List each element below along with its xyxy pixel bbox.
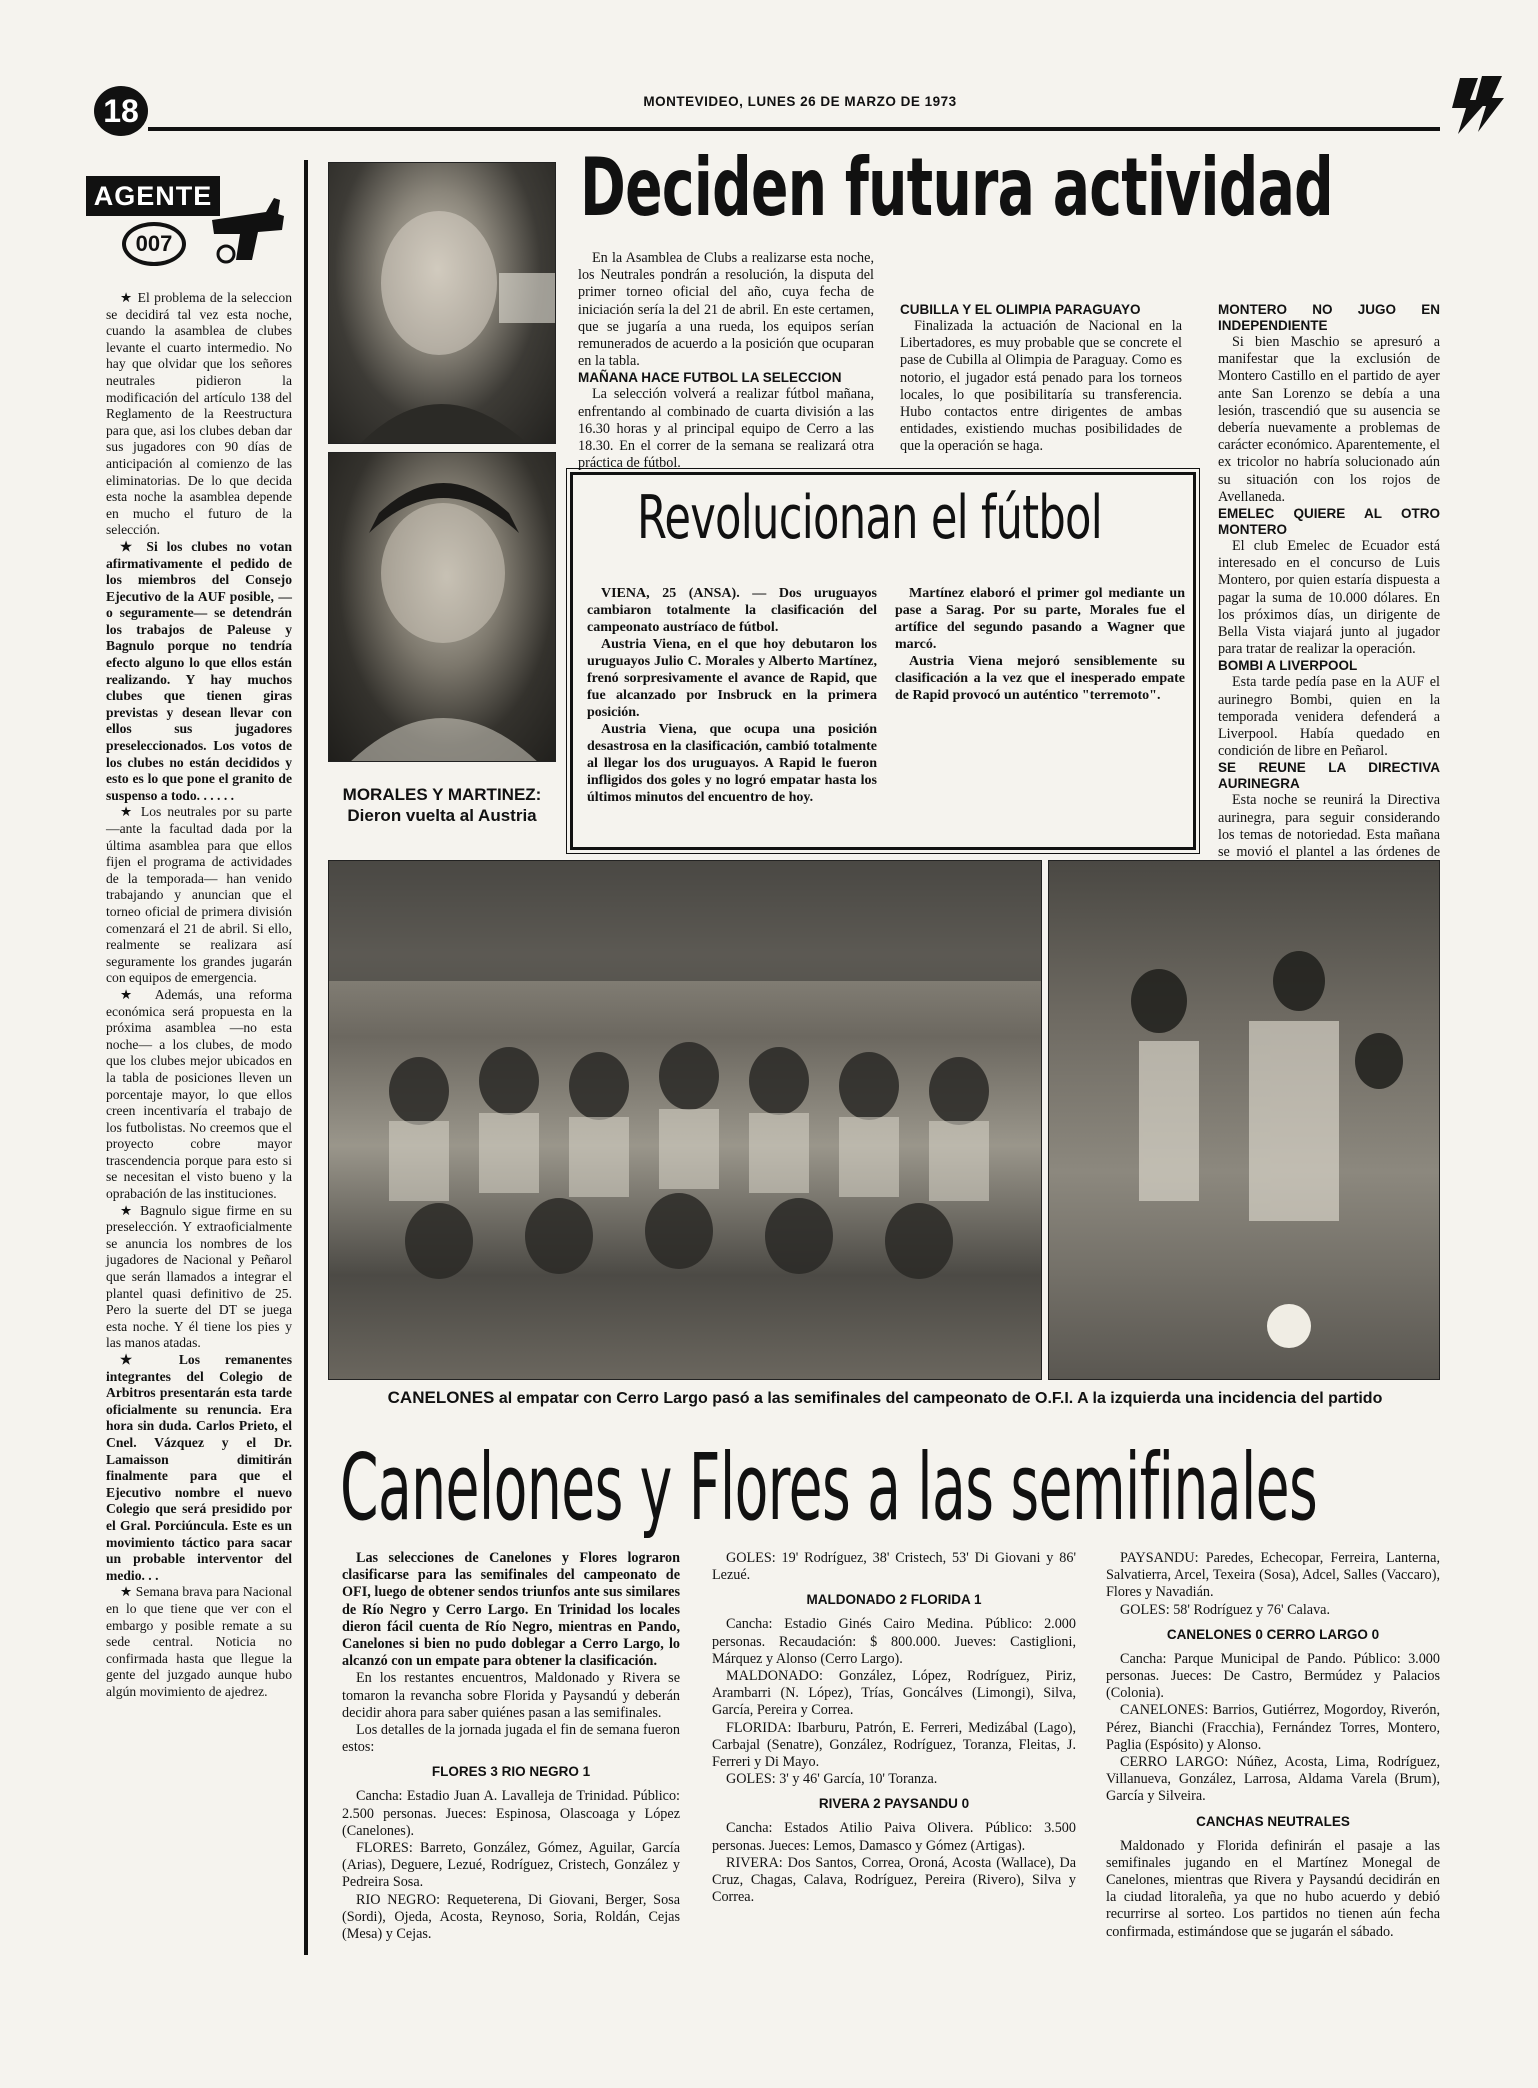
canelones-photo-caption xyxy=(330,1388,1440,1408)
deciden-col-1 xyxy=(578,250,874,472)
agente-column xyxy=(106,290,292,1700)
agente-paragraph: ★ Semana brava para Nacional en lo que tiene que ver con el embargo y posible remate a su sede central. Noticia no confirmada hasta que llegue la gente del juzgado aunque hubo algún movimiento de ajedrez. xyxy=(106,1584,292,1699)
canelones-text: GOLES: 19' Rodríguez, 38' Cristech, 53' Di Giovani y 86' Lezué. xyxy=(712,1550,1076,1584)
canelones-text: PAYSANDU: Paredes, Echecopar, Ferreira, Lanterna, Salvatierra, Arcel, Texeira (Sosa), Adcel, Salles (Vaccaro), Flores y Navadián. xyxy=(1106,1550,1440,1601)
agente-paragraph: ★ Además, una reforma económica será propuesta en la próxima asamblea —no esta noche— a los clubes, de modo que los clubes mejor ubicados en la tabla de posiciones lleven un porcentaje mayor, lo que ellos creen incentivaría el trabajo de los futbolistas. No creemos que el proyecto cobre mayor trascendencia porque para esto si se necesitan el visto bueno y la oprabación de las instituciones. xyxy=(106,986,292,1202)
deciden-subhead-emelec: EMELEC QUIERE AL OTRO MONTERO xyxy=(1218,506,1440,538)
deciden-text: Esta noche se reunirá la Directiva aurinegra, para seguir considerando los temas de notoriedad. Esta mañana se movió el plantel a las órdenes de xyxy=(1218,792,1440,861)
canelones-subhead-rivera: RIVERA 2 PAYSANDU 0 xyxy=(818,1796,970,1812)
revolucionan-text: Martínez elaboró el primer gol mediante un pase a Sarag. Por su parte, Morales fue el artífice del segundo pasando a Wagner que marcó. xyxy=(895,586,1185,652)
canelones-text: Los detalles de la jornada jugada el fin de semana fueron estos: xyxy=(342,1722,680,1756)
deciden-text: Finalizada la actuación de Nacional en la Libertadores, es muy probable que se concrete el pase de Cubilla al Olimpia de Paraguay. Como es notorio, el jugador está penado para los torneos locales, lo que posibilitaría su transferencia. Hubo contactos entre dirigentes de ambas entidades, existiendo muchas posibilidades de que la operación se haga. xyxy=(900,318,1182,455)
deciden-col-3 xyxy=(1218,250,1440,878)
deciden-subhead-cubilla: CUBILLA Y EL OLIMPIA PARAGUAYO xyxy=(900,302,1141,317)
agente-logo-text: AGENTE xyxy=(86,176,220,216)
canelones-subhead-cerro: CANELONES 0 CERRO LARGO 0 xyxy=(1166,1626,1380,1642)
morales-caption-text: MORALES Y MARTINEZ: Dieron vuelta al Austria xyxy=(342,785,542,825)
revolucionan-text: Austria Viena mejoró sensiblemente su clasificación a la vez que el inesperado empate de Rapid provocó un auténtico "terremoto". xyxy=(895,654,1185,703)
page-number: 18 xyxy=(103,93,139,129)
canelones-text: GOLES: 3' y 46' García, 10' Toranza. xyxy=(726,1771,938,1788)
canelones-subhead-neutrales: CANCHAS NEUTRALES xyxy=(1196,1813,1350,1829)
revolucionan-text: Austria Viena, que ocupa una posición desastrosa en la clasificación, cambió totalmente al llegar los dos uruguayos. A Rapid le fueron infligidos dos goles y no logró empatar hasta los últimos minutos del encuentro de hoy. xyxy=(587,722,877,805)
canelones-headline: Canelones y Flores a las semifinales xyxy=(340,1434,1318,1541)
canelones-col-3 xyxy=(1106,1550,1440,1941)
agente-007-logo xyxy=(86,172,286,274)
deciden-text: En la Asamblea de Clubs a realizarse esta noche, los Neutrales pondrán a resolución, la disputa del primer torneo oficial del año, cuya fecha de iniciación sería la del 21 de abril. En este certamen, que se jugaría a una rueda, los equipos serían remunerados de acuerdo a la posición que ocuparan en la tabla. xyxy=(578,250,874,370)
deciden-col-2 xyxy=(900,250,1182,456)
dateline: MONTEVIDEO, LUNES 26 DE MARZO DE 1973 xyxy=(643,94,957,109)
canelones-col-1 xyxy=(342,1550,680,1943)
revolucionan-box xyxy=(570,472,1196,850)
revolucionan-col-2 xyxy=(895,585,1185,704)
canelones-text: Cancha: Estados Atilio Paiva Olivera. Público: 3.500 personas. Jueces: Lemos, Damasco y Gómez (Artigas). xyxy=(712,1820,1076,1854)
canelones-text: FLORES: Barreto, González, Gómez, Aguilar, García (Arias), Deguere, Lezué, Rodríguez, Cristech, González y Pedreira Sosa. xyxy=(342,1840,680,1891)
revolucionan-text: Austria Viena, en el que hoy debutaron los uruguayos Julio C. Morales y Alberto Martínez, frenó sorpresivamente el avance de Rapid, que fue alcanzado por Insbruck en la primera posición. xyxy=(587,637,877,720)
canelones-text: RIVERA: Dos Santos, Correa, Oroná, Acosta (Wallace), Da Cruz, Chagas, Calava, Rodríguez, Pereira (Rivero), Silva y Correa. xyxy=(712,1854,1076,1906)
canelones-text: CANELONES: Barrios, Gutiérrez, Mogordoy, Riverón, Pérez, Bianchi (Fracchia), Fernández Torres, Montero, Paglia (Espósito) y Alonso. xyxy=(1106,1702,1440,1753)
canelones-team-photo xyxy=(328,860,1042,1380)
revolucionan-text: VIENA, 25 (ANSA). — Dos uruguayos cambiaron totalmente la clasificación del campeonato austríaco de fútbol. xyxy=(587,586,877,635)
canelones-text: Cancha: Parque Municipal de Pando. Público: 3.000 personas. Jueces: De Castro, Bermúdez y Palacios (Colonia). xyxy=(1106,1650,1440,1702)
canelones-text: FLORIDA: Ibarburu, Patrón, E. Ferreri, Medizábal (Lago), Carbajal (Senatre), González, Rodríguez, Toranza, Fleitas, J. Ferreri y Di Mayo. xyxy=(712,1719,1076,1771)
deciden-text: El club Emelec de Ecuador está interesado en el concurso de Luis Montero, por quien estaría dispuesta a pagar la suma de 10.000 dólares. En los próximos días, un dirigente de Bella Vista viajará junto al jugador para tratar de realizar la operación. xyxy=(1218,538,1440,658)
agente-paragraph: ★ El problema de la seleccion se decidirá tal vez esta noche, cuando la asamblea de clubes levante el cuarto intermedio. No hay que olvidar que los señores neutrales pidieron la modificación del artículo 138 del Reglamento de la Reestructura para que, asi los clubes deban dar sus jugadores con 90 días de anticipación al comienzo de las eliminatorias. De lo que decida esta noche la asamblea depende en mucho el futuro de la selección. xyxy=(106,290,292,538)
agente-paragraph: ★ Los remanentes integrantes del Colegio de Arbitros presentarán esta tarde oficialmente su renuncia. Era hora sin duda. Carlos Prieto, el Cnel. Vázquez y el Dr. Lamaisson dimitirán finalmente para que el Ejecutivo nombre el nuevo Colegio que será presidido por el Gral. Porciúncula. Este es un movimiento táctico para sacar un probable interventor del medio. . . xyxy=(106,1352,292,1583)
deciden-text: Si bien Maschio se apresuró a manifestar que la exclusión de Montero Castillo en el partido de ayer ante San Lorenzo se debía a una lesión, trascendió que su ausencia se debería nuevamente a problemas de carácter económico. Aparentemente, el ex tricolor no habría solucionado aún su situación con los rojos de Avellaneda. xyxy=(1218,334,1440,505)
page-number-badge xyxy=(94,86,148,136)
morales-caption xyxy=(336,784,548,826)
canelones-text: Las selecciones de Canelones y Flores lograron clasificarse para las semifinales del campeonato de OFI, luego de obtener sendos triunfos ante sus similares de Río Negro y Cerro Largo. En Trinidad los locales dieron fácil cuenta de Río Negro, mientras en Pando, Canelones si bien no pudo doblegar a Cerro Largo, lo alcanzó con un empate para obtener la clasificación. xyxy=(342,1550,680,1670)
canelones-text: GOLES: 58' Rodríguez y 76' Calava. xyxy=(1120,1601,1331,1618)
canelones-text: RIO NEGRO: Requeterena, Di Giovani, Berger, Sosa (Sordi), Ojeda, Acosta, Reynoso, Soria, Roldán, Cejas (Mesa) y Cejas. xyxy=(342,1891,680,1943)
deciden-subhead-bombi: BOMBI A LIVERPOOL xyxy=(1218,658,1358,674)
canelones-text: Maldonado y Florida definirán el pasaje a las semifinales jugando en el Martínez Monegal de Canelones, mientras que Rivera y Paysandú decidirán en la ciudad litoraleña, ya que no hubo acuerdo y debió recurrirse al sorteo. Los partidos no tienen aún fecha confirmada, estimándose que se jugarán el sábado. xyxy=(1106,1837,1440,1940)
canelones-caption-text: al empatar con Cerro Largo pasó a las semifinales del campeonato de O.F.I. A la izquierda una incidencia del partido xyxy=(494,1390,1383,1407)
revolucionan-col-1 xyxy=(587,585,877,806)
pistol-icon xyxy=(208,190,286,272)
canelones-subhead-maldonado: MALDONADO 2 FLORIDA 1 xyxy=(806,1592,982,1608)
morales-photo xyxy=(328,162,556,444)
header-rule xyxy=(148,127,1440,131)
agente-paragraph: ★ Bagnulo sigue firme en su preselección. Y extraoficialmente se anuncia los nombres de los jugadores de Nacional y Peñarol que serán llamados a integrar el plantel quasi definitivo de 25. Pero la suerte del DT se juega esta noche. Y él tiene los pies y las manos atadas. xyxy=(106,1202,292,1351)
canelones-text: Cancha: Estadio Ginés Cairo Medina. Público: 2.000 personas. Recaudación: $ 800.000. Jueves: Castiglioni, Márquez y Alonso (Cerro Largo). xyxy=(712,1616,1076,1667)
agente-logo-number: 007 xyxy=(122,222,186,266)
canelones-subhead-flores: FLORES 3 RIO NEGRO 1 xyxy=(431,1764,591,1780)
deciden-text: Esta tarde pedía pase en la AUF el aurinegro Bombi, quien en la temporada venidera defenderá a Liverpool. Había quedado en condición de libre en Peñarol. xyxy=(1218,674,1440,760)
martinez-photo xyxy=(328,452,556,762)
canelones-text: CERRO LARGO: Núñez, Acosta, Lima, Rodríguez, Villanueva, González, Larrosa, Aldama Varela (Brum), García y Silveira. xyxy=(1106,1754,1440,1805)
agente-paragraph: ★ Si los clubes no votan afirmativamente el pedido de los miembros del Consejo Ejecutivo de la AUF posible, —o seguramente— se detendrán los trabajos de Paleuse y Bagnulo porque no tendría efecto alguno lo que ellos están realizando. Y hay muchos clubes que tienen giras previstas y desean llevar con ellos sus jugadores preseleccionados. Los votos de los clubes no están decididos y esto es lo que pone el granito de suspenso a todo. . . . . . xyxy=(106,538,292,803)
canelones-caption-lead: CANELONES xyxy=(387,1388,495,1407)
newspaper-logo-icon xyxy=(1448,70,1508,140)
canelones-text: Cancha: Estadio Juan A. Lavalleja de Trinidad. Público: 2.500 personas. Jueces: Espinosa, Olascoaga y López (Canelones). xyxy=(342,1788,680,1839)
deciden-headline: Deciden futura actividad xyxy=(580,141,1333,234)
canelones-col-2 xyxy=(712,1550,1076,1906)
revolucionan-headline: Revolucionan el fútbol xyxy=(637,483,1103,553)
agente-paragraph: ★ Los neutrales por su parte —ante la facultad dada por la última asamblea para que ellos fijen el programa de actividades de la temporada— han venido trabajando y anuncian que el torneo oficial de primera división comenzará el 21 de abril. Si ello, realmente se realizara así seguramente los grandes jugarán con equipos de emergencia. xyxy=(106,804,292,986)
deciden-subhead-directiva: SE REUNE LA DIRECTIVA AURINEGRA xyxy=(1218,760,1440,792)
deciden-subhead-manana: MAÑANA HACE FUTBOL LA SELECCION xyxy=(578,370,842,386)
canelones-text: En los restantes encuentros, Maldonado y Rivera se tomaron la revancha sobre Florida y Paysandú y deberán decidir ahora para saber quiénes pasan a las semifinales. xyxy=(342,1670,680,1721)
column-divider xyxy=(304,160,308,1955)
deciden-text: La selección volverá a realizar fútbol mañana, enfrentando al combinado de cuarta división a las 16.30 horas y al principal equipo de Cerro a las 18.30. En el correr de la semana se realizará otra práctica de fútbol. xyxy=(578,386,874,472)
canelones-text: MALDONADO: González, López, Rodríguez, Piriz, Arambarri (N. López), Trías, Goncálves (Limongi), Silva, García, Pereira y Correa. xyxy=(712,1668,1076,1719)
match-incident-photo xyxy=(1048,860,1440,1380)
deciden-subhead-montero: MONTERO NO JUGO EN INDEPENDIENTE xyxy=(1218,302,1440,333)
